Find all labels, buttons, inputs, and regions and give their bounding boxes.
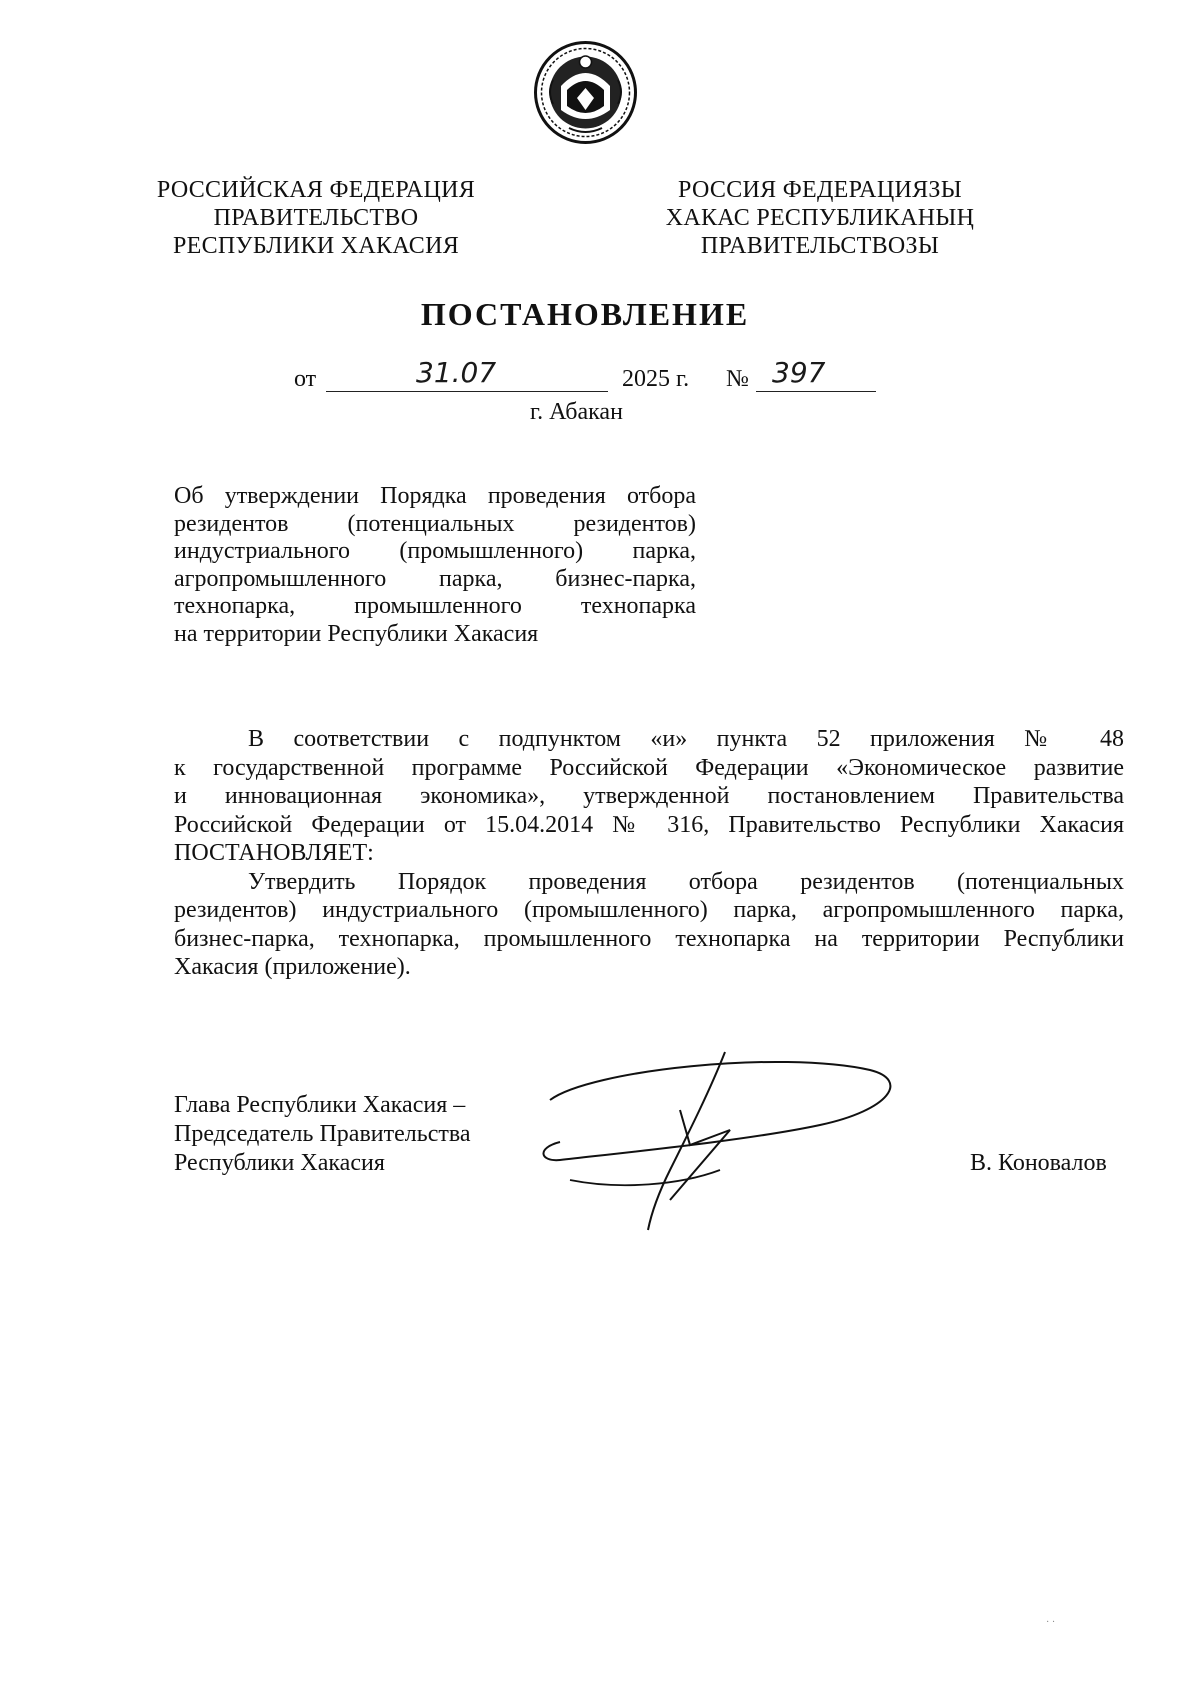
body-line: В соответствии с подпунктом «и» пункта 52 приложения № 48 bbox=[248, 726, 1124, 752]
subject-line: технопарка, промышленного технопарка bbox=[174, 593, 696, 619]
document-subject bbox=[174, 483, 696, 648]
subject-line: резидентов (потенциальных резидентов) bbox=[174, 510, 696, 537]
city-label: г. Абакан bbox=[530, 399, 623, 425]
issuer-header-khakas bbox=[640, 176, 1000, 260]
header-line: ПРАВИТЕЛЬСТВОЗЫ bbox=[700, 233, 940, 259]
body-line: бизнес-парка, технопарка, промышленного технопарка на территории Республики bbox=[174, 925, 1124, 952]
header-line: РЕСПУБЛИКИ ХАКАСИЯ bbox=[172, 233, 460, 259]
scan-speck: · · bbox=[1046, 1617, 1056, 1628]
year-label: 2025 г. bbox=[622, 366, 690, 392]
body-line: и инновационная экономика», утвержденной постановлением Правительства bbox=[174, 783, 1124, 809]
header-line: РОССИЯ ФЕДЕРАЦИЯЗЫ bbox=[678, 177, 962, 203]
handwritten-signature bbox=[530, 1040, 910, 1240]
position-line: Глава Республики Хакасия – bbox=[174, 1092, 466, 1118]
subject-line: Об утверждении Порядка проведения отбора bbox=[174, 483, 696, 509]
body-line: ПОСТАНОВЛЯЕТ: bbox=[174, 840, 374, 866]
handwritten-date: 31.07 bbox=[416, 356, 497, 389]
subject-line: агропромышленного парка, бизнес-парка, bbox=[174, 565, 696, 592]
issuer-header-russian bbox=[136, 176, 496, 260]
signatory-position bbox=[174, 1091, 471, 1178]
header-line: ПРАВИТЕЛЬСТВО bbox=[213, 205, 419, 231]
subject-line: на территории Республики Хакасия bbox=[174, 620, 539, 647]
header-line: ХАКАС РЕСПУБЛИКАНЫҢ bbox=[665, 205, 975, 231]
number-label: № bbox=[726, 366, 749, 392]
header-line: РОССИЙСКАЯ ФЕДЕРАЦИЯ bbox=[156, 177, 476, 203]
signatory-name: В. Коновалов bbox=[970, 1150, 1107, 1176]
body-line: резидентов) индустриального (промышленного) парка, агропромышленного парка, bbox=[174, 897, 1124, 923]
document-type-title: ПОСТАНОВЛЕНИЕ bbox=[420, 296, 750, 332]
body-line: Хакасия (приложение). bbox=[174, 954, 411, 980]
subject-line: индустриального (промышленного) парка, bbox=[174, 538, 696, 564]
from-label: от bbox=[294, 366, 317, 392]
document-body bbox=[174, 725, 1124, 982]
body-line: Утвердить Порядок проведения отбора резидентов (потенциальных bbox=[248, 868, 1124, 895]
position-line: Председатель Правительства bbox=[174, 1121, 471, 1147]
handwritten-number: 397 bbox=[772, 356, 826, 389]
position-line: Республики Хакасия bbox=[174, 1150, 385, 1176]
body-line: Российской Федерации от 15.04.2014 № 316, Правительство Республики Хакасия bbox=[174, 811, 1124, 838]
coat-of-arms-emblem bbox=[533, 40, 638, 145]
body-line: к государственной программе Российской Федерации «Экономическое развитие bbox=[174, 754, 1124, 781]
